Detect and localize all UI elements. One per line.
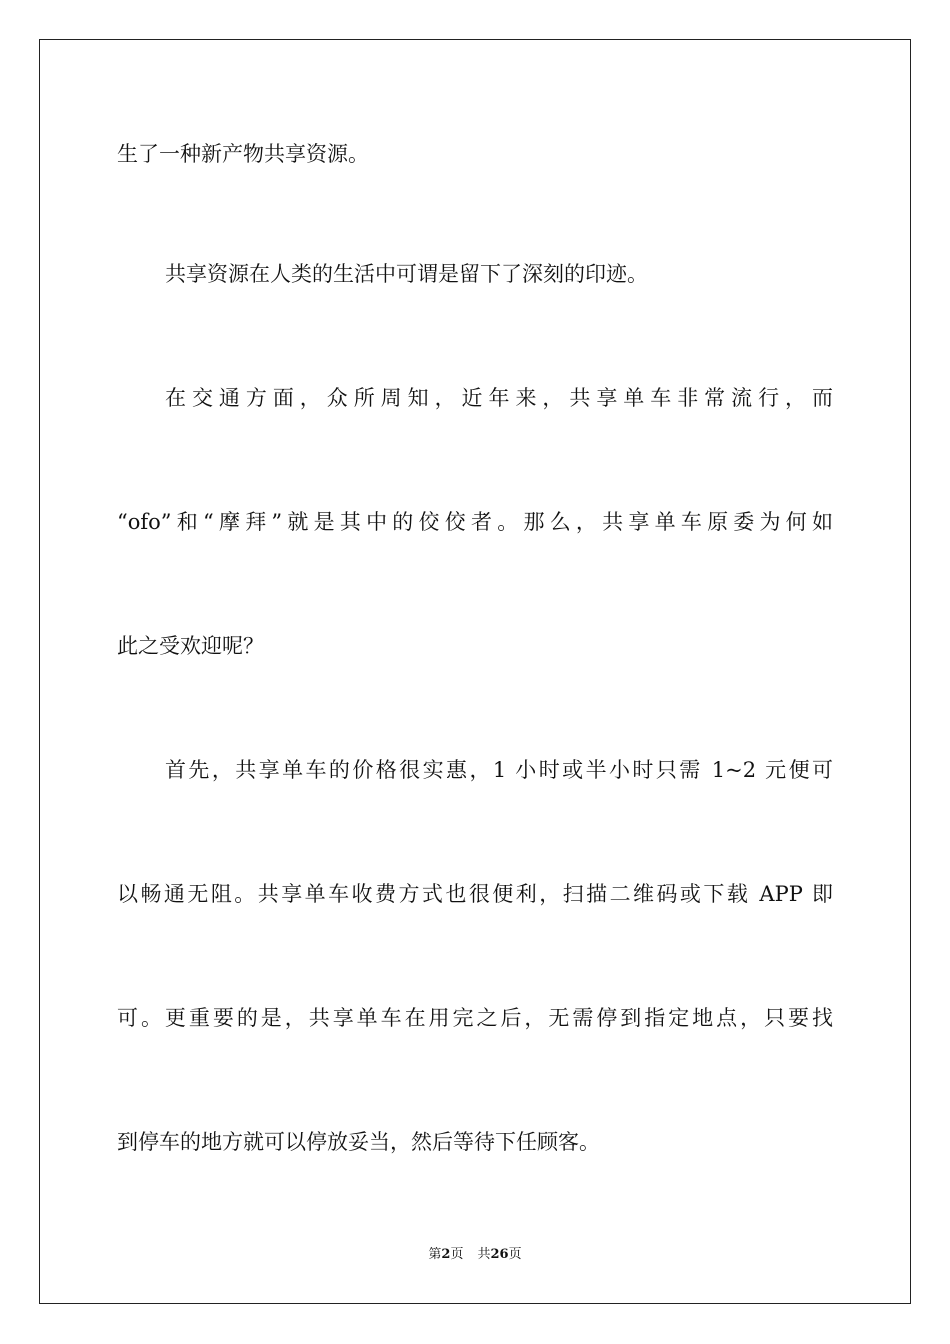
footer-total-pages: 26	[490, 1247, 509, 1262]
paragraph-line-9: 到停车的地方就可以停放妥当，然后等待下任顾客。	[117, 1130, 600, 1154]
footer-page-suffix: 页	[450, 1247, 464, 1262]
paragraph-line-3: 在交通方面，众所周知，近年来，共享单车非常流行，而	[165, 386, 833, 410]
paragraph-line-2: 共享资源在人类的生活中可谓是留下了深刻的印迹。	[165, 262, 648, 286]
footer-page-prefix: 第	[428, 1247, 442, 1262]
paragraph-line-8: 可。更重要的是，共享单车在用完之后，无需停到指定地点，只要找	[117, 1006, 833, 1030]
paragraph-line-1: 生了一种新产物共享资源。	[117, 142, 369, 166]
paragraph-line-6: 首先，共享单车的价格很实惠，1 小时或半小时只需 1~2 元便可	[165, 758, 833, 782]
footer-total-prefix: 共	[477, 1247, 491, 1262]
paragraph-line-4: “ofo”和“摩拜”就是其中的佼佼者。那么，共享单车原委为何如	[117, 510, 833, 534]
footer-total-suffix: 页	[508, 1247, 522, 1262]
paragraph-line-7: 以畅通无阻。共享单车收费方式也很便利，扫描二维码或下载 APP 即	[117, 882, 833, 906]
footer-page-number: 2	[441, 1247, 451, 1262]
page-border	[39, 39, 911, 1304]
paragraph-line-5: 此之受欢迎呢？	[117, 634, 264, 658]
page-footer	[0, 1246, 950, 1264]
